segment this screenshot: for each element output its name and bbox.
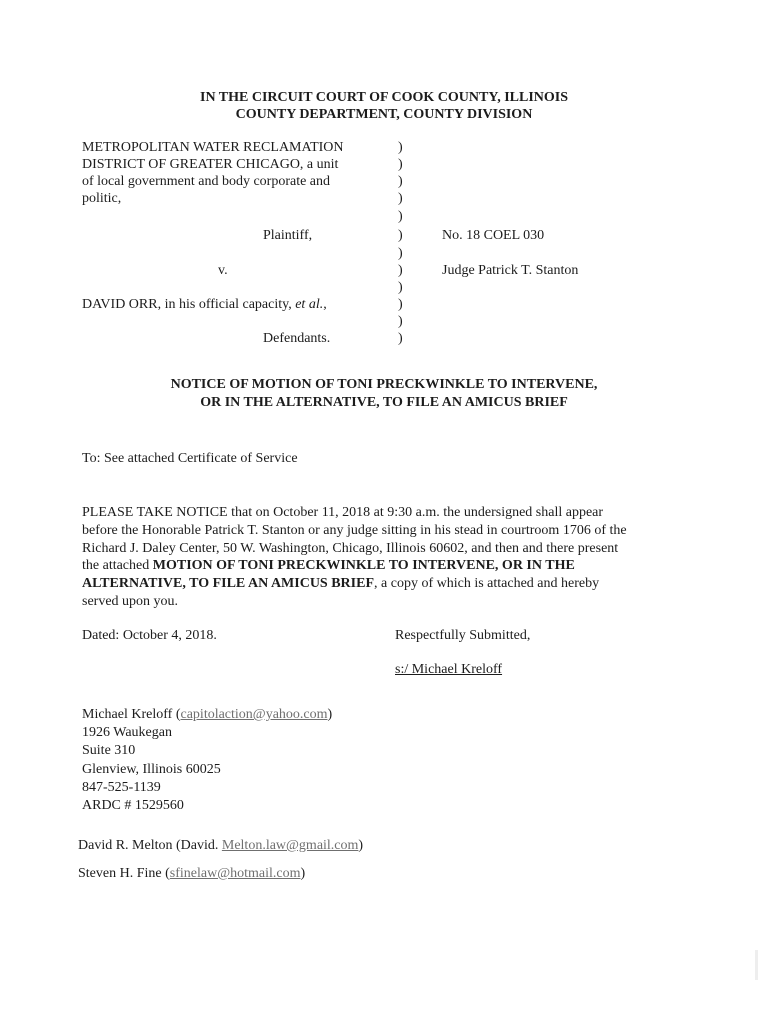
caption-paren: ) (398, 191, 403, 206)
notice-line4-plain: the attached (82, 558, 153, 573)
notice-line1: PLEASE TAKE NOTICE that on October 11, 2018 at 9:30 a.m. the undersigned shall appear (82, 505, 604, 520)
notice-line6: served upon you. (82, 594, 179, 609)
caption-paren: ) (398, 157, 403, 172)
melton-name: David R. Melton (David. (78, 838, 222, 853)
judge-name: Judge Patrick T. Stanton (442, 263, 579, 278)
attorney-city: Glenview, Illinois 60025 (82, 762, 221, 777)
fine-email-link[interactable]: sfinelaw@hotmail.com (169, 866, 301, 881)
paren-open: ( (175, 707, 181, 722)
defendant-comma: , (323, 297, 327, 312)
defendant-name-text: DAVID ORR, in his official capacity, (82, 297, 296, 312)
attorney-ardc: ARDC # 1529560 (82, 798, 184, 813)
signature-line: s:/ Michael Kreloff (395, 662, 503, 677)
caption-paren: ) (398, 209, 403, 224)
plaintiff-name-line4: politic, (82, 191, 122, 206)
to-line: To: See attached Certificate of Service (82, 451, 298, 466)
attorney-name-line (82, 706, 332, 724)
attorney-address2: Suite 310 (82, 743, 136, 758)
notice-line4 (82, 557, 575, 575)
scan-artifact (755, 950, 758, 980)
respectfully-submitted: Respectfully Submitted, (395, 628, 531, 643)
caption-paren: ) (398, 331, 403, 346)
attorney-name: Michael Kreloff (82, 707, 176, 722)
case-number: No. 18 COEL 030 (442, 228, 545, 243)
caption-paren: ) (398, 297, 403, 312)
co-counsel-melton (78, 837, 363, 855)
notice-line3: Richard J. Daley Center, 50 W. Washington, Chicago, Illinois 60602, and then and there present (82, 541, 619, 556)
fine-name: Steven H. Fine ( (78, 866, 170, 881)
caption-paren: ) (398, 228, 403, 243)
co-counsel-fine (78, 865, 305, 883)
plaintiff-name-line1: METROPOLITAN WATER RECLAMATION (82, 140, 344, 155)
attorney-address1: 1926 Waukegan (82, 725, 172, 740)
caption-paren: ) (398, 140, 403, 155)
caption-paren: ) (398, 246, 403, 261)
caption-paren: ) (398, 263, 403, 278)
caption-paren: ) (398, 174, 403, 189)
defendant-name (82, 296, 327, 314)
notice-line5-plain: , a copy of which is attached and hereby (374, 576, 600, 591)
dated-line: Dated: October 4, 2018. (82, 628, 217, 643)
defendant-etal: et al. (295, 297, 324, 312)
fine-paren-close: ) (300, 866, 306, 881)
plaintiff-role: Plaintiff, (263, 228, 313, 243)
plaintiff-name-line2: DISTRICT OF GREATER CHICAGO, a unit (82, 157, 339, 172)
defendant-role: Defendants. (263, 331, 331, 346)
caption-paren: ) (398, 314, 403, 329)
melton-paren-close: ) (358, 838, 364, 853)
motion-title-part2: ALTERNATIVE, TO FILE AN AMICUS BRIEF (82, 576, 375, 591)
plaintiff-name-line3: of local government and body corporate and (82, 174, 331, 189)
notice-line2: before the Honorable Patrick T. Stanton or any judge sitting in his stead in courtroom 1706 of the (82, 523, 627, 538)
caption-paren: ) (398, 280, 403, 295)
paren-close: ) (327, 707, 333, 722)
attorney-email-link[interactable]: capitolaction@yahoo.com (180, 707, 328, 722)
notice-line5 (82, 575, 599, 593)
notice-title-line2: OR IN THE ALTERNATIVE, TO FILE AN AMICUS BRIEF (200, 395, 568, 410)
versus-label: v. (218, 263, 228, 278)
melton-email-link[interactable]: Melton.law@gmail.com (221, 838, 359, 853)
attorney-phone: 847-525-1139 (82, 780, 161, 795)
court-heading-line2: COUNTY DEPARTMENT, COUNTY DIVISION (235, 107, 533, 122)
motion-title-part1: MOTION OF TONI PRECKWINKLE TO INTERVENE, OR IN THE (152, 558, 575, 573)
court-heading-line1: IN THE CIRCUIT COURT OF COOK COUNTY, ILLINOIS (200, 90, 568, 105)
notice-title-line1: NOTICE OF MOTION OF TONI PRECKWINKLE TO INTERVENE, (170, 377, 598, 392)
